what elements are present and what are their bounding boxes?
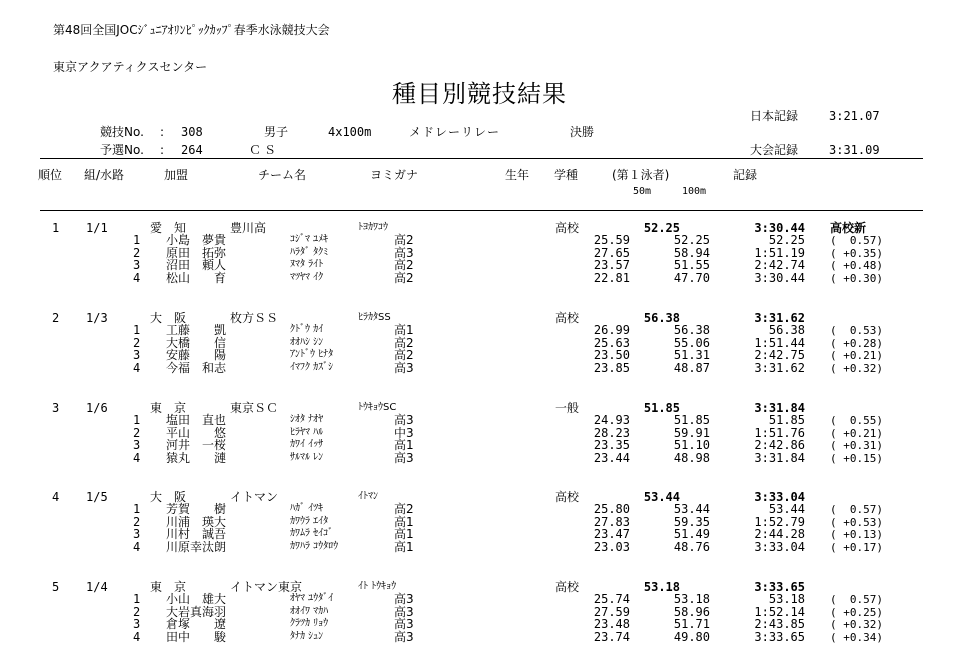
swimmer-split-50: 23.74	[593, 629, 630, 644]
swimmer-order: 3	[133, 348, 141, 362]
class: ＣＳ	[249, 143, 280, 157]
swimmer-order: 4	[133, 539, 141, 554]
swimmer-split-50: 27.83	[593, 514, 630, 529]
group-lane: 1/5	[86, 490, 108, 504]
heat-no-value: 264	[181, 143, 203, 157]
team-kana: ﾋﾗｶﾀSS	[358, 312, 391, 323]
swimmer-cumulative: 3:31.84	[754, 450, 805, 465]
col-record: 記録	[733, 168, 758, 182]
swimmer-split-100: 51.85	[673, 413, 710, 427]
team-name: 豊川高	[230, 221, 267, 235]
swimmer-order: 3	[133, 617, 141, 631]
swimmer-split-50: 23.57	[593, 258, 630, 272]
swimmer-school: 高2	[394, 270, 414, 285]
swimmer-order: 1	[133, 413, 141, 427]
swimmer-split-100: 56.38	[673, 323, 710, 337]
team-kana: ｲﾄﾏﾝ	[358, 491, 378, 502]
swimmer-split-50: 25.74	[593, 592, 630, 606]
swimmer-cumulative: 3:33.04	[754, 539, 805, 554]
swimmer-kana: ｶﾜｲ ｲｯｻ	[290, 439, 324, 450]
swimmer-split-100: 51.10	[673, 438, 710, 452]
swimmer-kana: ﾀﾅｶ ｼｭﾝ	[290, 630, 324, 642]
swimmer-reaction: ( +0.25)	[830, 605, 883, 619]
team-name: イトマン東京	[230, 580, 303, 594]
swimmer-kana: ｵｵｲﾜ ﾏｶﾊ	[290, 605, 329, 617]
swimmer-school: 高1	[394, 323, 414, 337]
swimmer-split-50: 28.23	[593, 425, 630, 440]
first-swimmer-split: 51.85	[643, 401, 680, 415]
swimmer-school: 高2	[394, 233, 414, 247]
team-grade: 高校	[555, 221, 580, 235]
swimmer-reaction: ( +0.28)	[830, 336, 883, 350]
swimmer-split-50: 25.63	[593, 335, 630, 350]
swimmer-school: 高3	[394, 360, 414, 375]
swimmer-split-50: 22.81	[593, 270, 630, 285]
team-pref: 東 京	[150, 580, 187, 594]
swimmer-name: 大橋 信	[166, 335, 227, 350]
swimmer-kana: ｶﾜｳﾗ ｴｲﾀ	[290, 515, 329, 527]
first-swimmer-split: 53.44	[643, 490, 680, 504]
swimmer-order: 4	[133, 270, 141, 285]
swimmer-split-50: 23.50	[593, 348, 630, 362]
swimmer-kana: ﾊｶﾞ ｲﾂｷ	[290, 503, 324, 514]
swimmer-kana: ｻﾙﾏﾙ ﾚﾝ	[290, 451, 324, 463]
swimmer-reaction: ( +0.35)	[830, 246, 883, 260]
swimmer-school: 高3	[394, 413, 414, 427]
swimmer-cumulative: 51.85	[768, 413, 805, 427]
swimmer-split-100: 48.76	[673, 539, 710, 554]
swimmer-reaction: ( +0.31)	[830, 439, 883, 452]
swimmer-reaction: ( +0.32)	[830, 618, 883, 631]
swimmer-kana: ｶﾜﾑﾗ ｾｲｺﾞ	[290, 528, 334, 539]
swimmer-split-50: 23.48	[593, 617, 630, 631]
swimmer-split-100: 51.49	[673, 527, 710, 541]
team-time: 3:31.84	[754, 401, 805, 415]
team-kana: ｲﾄ ﾄｳｷｮｳ	[358, 581, 397, 592]
team-grade: 一般	[555, 401, 580, 415]
swimmer-split-100: 58.94	[673, 245, 710, 260]
team-pref: 東 京	[150, 401, 187, 415]
swimmer-split-100: 52.25	[673, 233, 710, 247]
swimmer-kana: ﾊﾗﾀﾞ ﾀｸﾐ	[290, 246, 329, 258]
col-rank: 順位	[38, 168, 63, 182]
swimmer-kana: ｺｼﾞﾏ ﾕﾒｷ	[290, 234, 329, 245]
swimmer-kana: ｸﾄﾞｳ ｶｲ	[290, 324, 324, 335]
swimmer-order: 1	[133, 323, 141, 337]
col-birth-year: 生年	[505, 168, 530, 182]
swimmer-name: 原田 拓弥	[166, 245, 227, 260]
swimmer-reaction: ( +0.21)	[830, 349, 883, 362]
swimmer-order: 4	[133, 360, 141, 375]
swimmer-school: 高3	[394, 245, 414, 260]
swimmer-cumulative: 2:42.86	[754, 438, 805, 452]
swimmer-reaction: ( +0.48)	[830, 259, 883, 272]
swimmer-name: 沼田 頼人	[166, 258, 227, 272]
event-no-sep: :	[160, 125, 165, 139]
swimmer-order: 3	[133, 438, 141, 452]
col-kana: ヨミガナ	[370, 168, 419, 182]
swimmer-cumulative: 1:51.44	[754, 335, 805, 350]
swimmer-cumulative: 52.25	[768, 233, 805, 247]
group-lane: 1/6	[86, 401, 108, 415]
swimmer-kana: ｱﾝﾄﾞｳ ﾋﾅﾀ	[290, 349, 334, 360]
swimmer-reaction: ( +0.32)	[830, 361, 883, 375]
swimmer-name: 田中 駿	[166, 629, 227, 644]
swimmer-split-100: 51.31	[673, 348, 710, 362]
swimmer-cumulative: 3:31.62	[754, 360, 805, 375]
swimmer-school: 高2	[394, 502, 414, 516]
team-pref: 大 阪	[150, 311, 187, 325]
swimmer-school: 高2	[394, 258, 414, 272]
swimmer-order: 1	[133, 592, 141, 606]
swimmer-split-100: 51.71	[673, 617, 710, 631]
swimmer-split-50: 23.03	[593, 539, 630, 554]
team-grade: 高校	[555, 580, 580, 594]
japan-record-value: 3:21.07	[829, 109, 880, 123]
swimmer-school: 高3	[394, 629, 414, 644]
swimmer-school: 高2	[394, 335, 414, 350]
header-divider-bottom	[40, 210, 923, 211]
swimmer-cumulative: 1:52.14	[754, 604, 805, 619]
round: 決勝	[570, 125, 595, 139]
team-kana: ﾄｳｷｮｳSC	[358, 402, 397, 413]
team-name: イトマン	[230, 490, 279, 504]
swimmer-split-100: 49.80	[673, 629, 710, 644]
swimmer-cumulative: 3:30.44	[754, 270, 805, 285]
team-kana: ﾄﾖｶﾜｺｳ	[358, 222, 388, 233]
swimmer-name: 塩田 直也	[166, 413, 227, 427]
swimmer-name: 倉塚 遼	[166, 617, 227, 631]
swimmer-reaction: ( 0.53)	[830, 324, 883, 337]
swimmer-school: 高1	[394, 438, 414, 452]
swimmer-school: 高1	[394, 539, 414, 554]
swimmer-kana: ﾋﾗﾔﾏ ﾊﾙ	[290, 426, 324, 438]
team-time: 3:30.44	[754, 221, 805, 235]
swimmer-name: 芳賀 樹	[166, 502, 227, 516]
group-lane: 1/3	[86, 311, 108, 325]
team-pref: 大 阪	[150, 490, 187, 504]
swimmer-cumulative: 3:33.65	[754, 629, 805, 644]
heat-no-label: 予選No.	[100, 143, 144, 157]
swimmer-split-50: 26.99	[593, 323, 630, 337]
swimmer-cumulative: 56.38	[768, 323, 805, 337]
swimmer-order: 2	[133, 425, 141, 440]
swimmer-order: 4	[133, 450, 141, 465]
swimmer-split-100: 59.35	[673, 514, 710, 529]
swimmer-order: 2	[133, 514, 141, 529]
swimmer-split-50: 25.80	[593, 502, 630, 516]
swimmer-name: 安藤 陽	[166, 348, 227, 362]
swimmer-school: 高2	[394, 348, 414, 362]
swimmer-reaction: ( +0.15)	[830, 451, 883, 465]
gender: 男子	[264, 125, 289, 139]
swimmer-reaction: ( +0.21)	[830, 426, 883, 440]
team-time: 3:31.62	[754, 311, 805, 325]
swimmer-cumulative: 2:42.74	[754, 258, 805, 272]
swimmer-cumulative: 53.44	[768, 502, 805, 516]
swimmer-reaction: ( 0.57)	[830, 593, 883, 606]
col-pref: 加盟	[164, 168, 189, 182]
swimmer-reaction: ( 0.57)	[830, 234, 883, 247]
swimmer-kana: ﾏﾂﾔﾏ ｲｸ	[290, 271, 324, 283]
rank: 5	[52, 580, 60, 594]
heat-no-sep: :	[160, 143, 165, 157]
event-no-value: 308	[181, 125, 203, 139]
swimmer-name: 川原幸汰朗	[166, 539, 227, 554]
swimmer-split-100: 55.06	[673, 335, 710, 350]
swimmer-cumulative: 2:43.85	[754, 617, 805, 631]
first-swimmer-split: 52.25	[643, 221, 680, 235]
swimmer-kana: ｶﾜﾊﾗ ｺｳﾀﾛｳ	[290, 540, 339, 552]
swimmer-reaction: ( +0.53)	[830, 515, 883, 529]
swimmer-school: 高3	[394, 450, 414, 465]
swimmer-order: 1	[133, 502, 141, 516]
swimmer-reaction: ( +0.17)	[830, 540, 883, 554]
swimmer-cumulative: 2:44.28	[754, 527, 805, 541]
swimmer-split-50: 24.93	[593, 413, 630, 427]
swimmer-order: 3	[133, 527, 141, 541]
swimmer-cumulative: 1:52.79	[754, 514, 805, 529]
swimmer-name: 平山 悠	[166, 425, 227, 440]
swimmer-split-50: 25.59	[593, 233, 630, 247]
swimmer-order: 4	[133, 629, 141, 644]
swimmer-school: 高1	[394, 527, 414, 541]
swimmer-name: 小島 夢貴	[166, 233, 227, 247]
meet-record-label: 大会記録	[750, 143, 799, 157]
swimmer-kana: ｼｵﾀ ﾅｵﾔ	[290, 414, 324, 425]
swimmer-reaction: ( +0.34)	[830, 630, 883, 644]
swimmer-reaction: ( 0.55)	[830, 414, 883, 427]
swimmer-cumulative: 1:51.19	[754, 245, 805, 260]
swimmer-split-100: 53.18	[673, 592, 710, 606]
swimmer-split-100: 47.70	[673, 270, 710, 285]
swimmer-split-100: 48.87	[673, 360, 710, 375]
team-grade: 高校	[555, 311, 580, 325]
swimmer-name: 川浦 瑛大	[166, 514, 227, 529]
swimmer-split-100: 51.55	[673, 258, 710, 272]
swimmer-order: 2	[133, 335, 141, 350]
swimmer-name: 河井 一桜	[166, 438, 227, 452]
team-name: 枚方ＳＳ	[230, 311, 279, 325]
record-note: 高校新	[830, 221, 867, 235]
swimmer-name: 今福 和志	[166, 360, 227, 375]
swimmer-split-50: 27.59	[593, 604, 630, 619]
swimmer-name: 小山 雄大	[166, 592, 227, 606]
team-pref: 愛 知	[150, 221, 187, 235]
swimmer-reaction: ( 0.57)	[830, 503, 883, 516]
col-first-swimmer: (第１泳者)	[612, 168, 670, 182]
col-team: チーム名	[258, 168, 307, 182]
col-split-50: 50m	[633, 186, 652, 197]
swimmer-split-50: 23.85	[593, 360, 630, 375]
first-swimmer-split: 53.18	[643, 580, 680, 594]
swimmer-kana: ｲﾏﾌｸ ｶｽﾞｼ	[290, 361, 334, 373]
swimmer-split-50: 27.65	[593, 245, 630, 260]
swimmer-kana: ｵｵﾊｼ ｼﾝ	[290, 336, 324, 348]
swimmer-split-100: 48.98	[673, 450, 710, 465]
swimmer-order: 2	[133, 245, 141, 260]
rank: 2	[52, 311, 60, 325]
swimmer-split-50: 23.44	[593, 450, 630, 465]
swimmer-name: 猿丸 漣	[166, 450, 227, 465]
swimmer-order: 2	[133, 604, 141, 619]
group-lane: 1/1	[86, 221, 108, 235]
team-grade: 高校	[555, 490, 580, 504]
swimmer-name: 工藤 凱	[166, 323, 227, 337]
swimmer-order: 1	[133, 233, 141, 247]
col-grade: 学種	[554, 168, 579, 182]
swimmer-split-100: 53.44	[673, 502, 710, 516]
swimmer-reaction: ( +0.13)	[830, 528, 883, 541]
stroke: メドレーリレー	[409, 125, 501, 139]
swimmer-split-50: 23.35	[593, 438, 630, 452]
japan-record-label: 日本記録	[750, 109, 799, 123]
team-time: 3:33.04	[754, 490, 805, 504]
rank: 1	[52, 221, 60, 235]
col-split-100: 100m	[682, 186, 707, 197]
col-group-lane: 組/水路	[84, 168, 125, 182]
swimmer-name: 大岩真海羽	[166, 604, 227, 619]
swimmer-name: 松山 育	[166, 270, 227, 285]
event-no-label: 競技No.	[100, 125, 144, 139]
swimmer-school: 高3	[394, 604, 414, 619]
swimmer-kana: ｵﾔﾏ ﾕｳﾀﾞｲ	[290, 593, 334, 604]
swimmer-kana: ﾇﾏﾀ ﾗｲﾄ	[290, 259, 324, 270]
venue: 東京アクアティクスセンター	[53, 60, 208, 74]
meet-name: 第48回全国JOCｼﾞｭﾆｱｵﾘﾝﾋﾟｯｸｶｯﾌﾟ春季水泳競技大会	[53, 23, 330, 37]
header-divider-top	[40, 158, 923, 159]
team-name: 東京ＳＣ	[230, 401, 279, 415]
page-title: 種目別競技結果	[392, 80, 567, 108]
swimmer-school: 中3	[394, 425, 414, 440]
group-lane: 1/4	[86, 580, 108, 594]
swimmer-name: 川村 誠吾	[166, 527, 227, 541]
swimmer-cumulative: 53.18	[768, 592, 805, 606]
rank: 4	[52, 490, 60, 504]
swimmer-kana: ｸﾗﾂｶ ﾘｮｳ	[290, 618, 329, 629]
swimmer-split-100: 59.91	[673, 425, 710, 440]
meet-record-value: 3:31.09	[829, 143, 880, 157]
swimmer-school: 高3	[394, 592, 414, 606]
distance: 4x100m	[328, 125, 372, 139]
swimmer-split-100: 58.96	[673, 604, 710, 619]
rank: 3	[52, 401, 60, 415]
swimmer-school: 高3	[394, 617, 414, 631]
swimmer-order: 3	[133, 258, 141, 272]
swimmer-cumulative: 1:51.76	[754, 425, 805, 440]
first-swimmer-split: 56.38	[643, 311, 680, 325]
swimmer-split-50: 23.47	[593, 527, 630, 541]
swimmer-school: 高1	[394, 514, 414, 529]
swimmer-reaction: ( +0.30)	[830, 271, 883, 285]
swimmer-cumulative: 2:42.75	[754, 348, 805, 362]
team-time: 3:33.65	[754, 580, 805, 594]
